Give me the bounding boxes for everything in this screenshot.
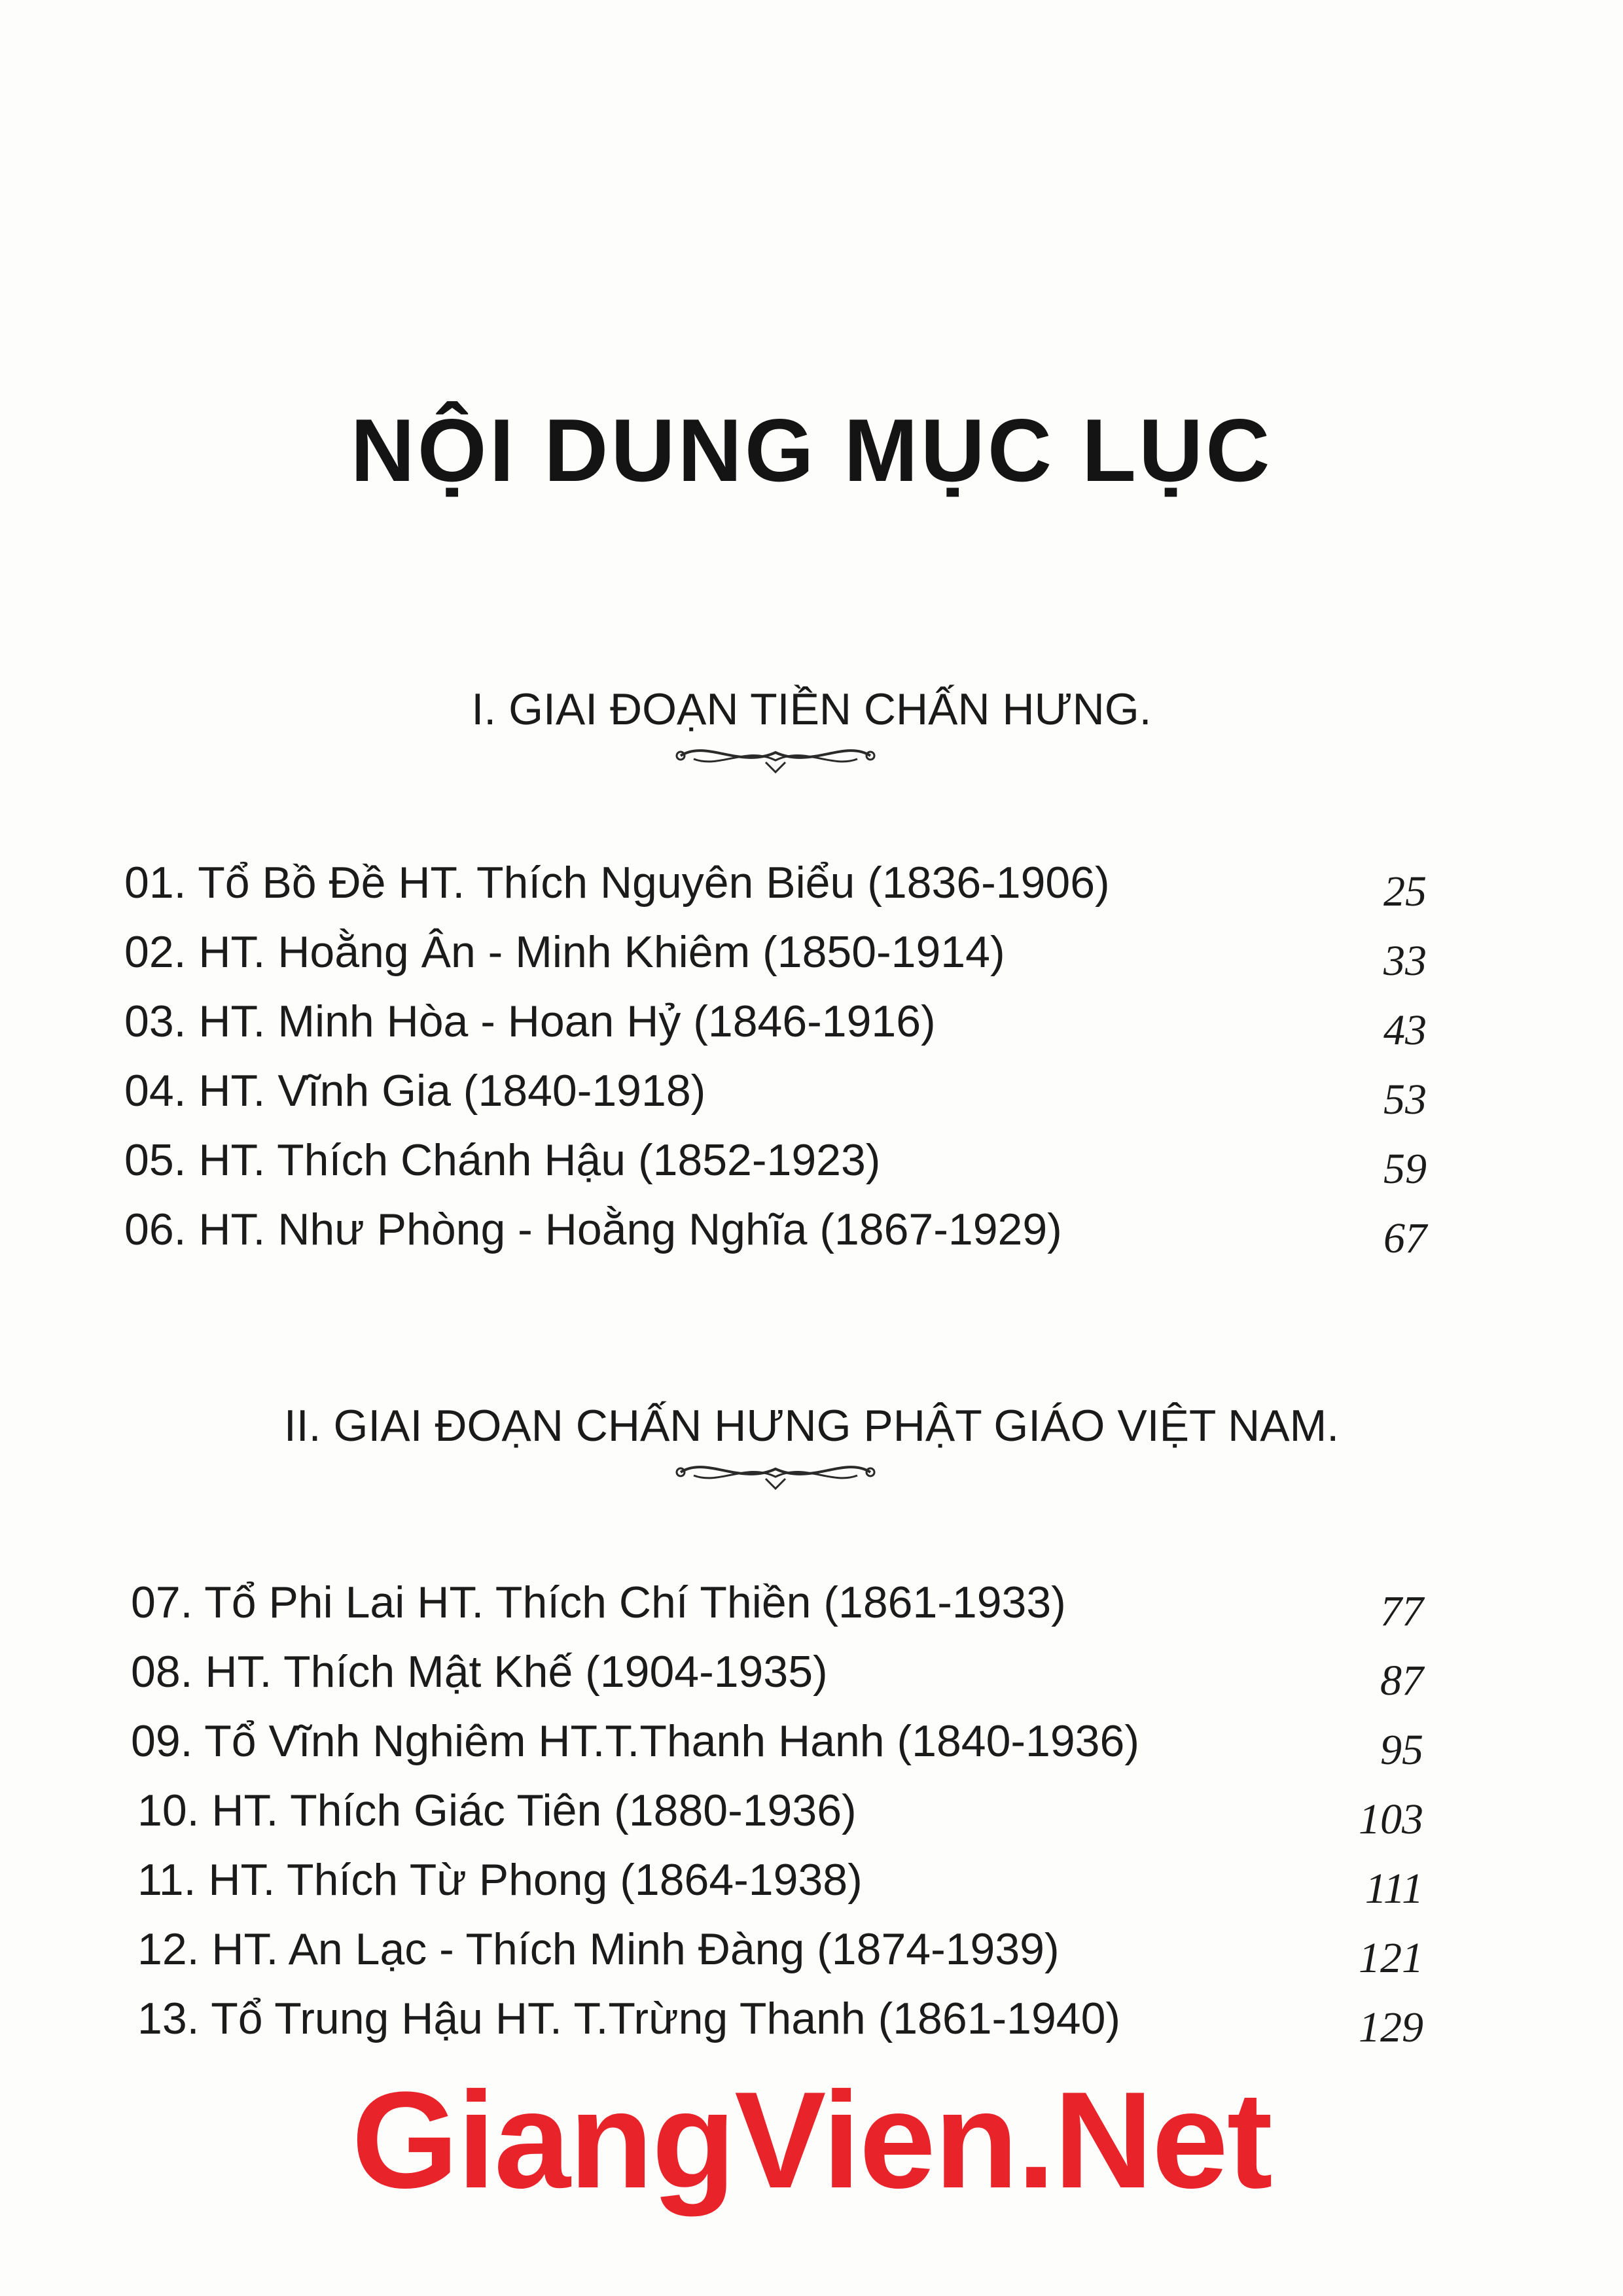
toc-entry-title: 12. HT. An Lạc - Thích Minh Đàng (1874-1939): [137, 1924, 1060, 1974]
toc-entry-title: 01. Tổ Bồ Đề HT. Thích Nguyên Biểu (1836-1906): [124, 858, 1110, 908]
toc-entry[interactable]: [137, 1854, 863, 1920]
toc-entry[interactable]: [124, 996, 936, 1061]
toc-entry[interactable]: [131, 1577, 1066, 1642]
toc-entry-page: 43: [1383, 1006, 1427, 1054]
page-title: NỘI DUNG MỤC LỤC: [350, 400, 1273, 500]
toc-entry-page: 25: [1383, 868, 1427, 915]
toc-entry-page: 103: [1359, 1795, 1423, 1843]
toc-entry-title: 03. HT. Minh Hòa - Hoan Hỷ (1846-1916): [124, 997, 936, 1046]
toc-entry-title: 04. HT. Vĩnh Gia (1840-1918): [124, 1066, 706, 1116]
toc-entry[interactable]: [131, 1646, 828, 1712]
toc-entry-page: 77: [1380, 1587, 1423, 1635]
toc-entry-title: 08. HT. Thích Mật Khế (1904-1935): [131, 1647, 828, 1697]
toc-entry-title: 11. HT. Thích Từ Phong (1864-1938): [137, 1855, 863, 1905]
toc-entry-page: 33: [1383, 937, 1427, 985]
toc-entry[interactable]: [124, 1135, 880, 1200]
toc-entry[interactable]: [124, 1204, 1062, 1269]
toc-entry-page: 129: [1359, 2004, 1423, 2051]
toc-entry[interactable]: [124, 857, 1110, 923]
toc-entry-title: 02. HT. Hoằng Ân - Minh Khiêm (1850-1914): [124, 927, 1005, 977]
toc-entry-title: 06. HT. Như Phòng - Hoằng Nghĩa (1867-1929): [124, 1205, 1062, 1254]
watermark: GiangVien.Net: [351, 2063, 1272, 2217]
toc-entry[interactable]: [131, 1716, 1139, 1781]
section-heading-2: II. GIAI ĐOẠN CHẤN HƯNG PHẬT GIÁO VIỆT NAM.: [283, 1401, 1340, 1451]
toc-entry-page: 53: [1383, 1076, 1427, 1123]
ornament-divider-icon: [668, 733, 883, 779]
toc-entry-page: 121: [1359, 1934, 1423, 1982]
toc-entry[interactable]: [137, 1785, 857, 1850]
toc-entry-page: 59: [1383, 1145, 1427, 1193]
toc-entry-title: 09. Tổ Vĩnh Nghiêm HT.T.Thanh Hanh (1840-1936): [131, 1716, 1139, 1766]
toc-entry-title: 13. Tổ Trung Hậu HT. T.Trừng Thanh (1861-1940): [137, 1994, 1121, 2043]
toc-entry-page: 87: [1380, 1657, 1423, 1704]
toc-entry-title: 05. HT. Thích Chánh Hậu (1852-1923): [124, 1135, 881, 1185]
toc-entry[interactable]: [137, 1993, 1120, 2058]
toc-entry-title: 10. HT. Thích Giác Tiên (1880-1936): [137, 1786, 857, 1835]
toc-entry-page: 67: [1383, 1214, 1427, 1262]
toc-entry[interactable]: [137, 1924, 1060, 1989]
section-heading-1: I. GIAI ĐOẠN TIỀN CHẤN HƯNG.: [471, 684, 1152, 734]
toc-entry-page: 95: [1380, 1726, 1423, 1774]
toc-entry[interactable]: [124, 1065, 705, 1131]
toc-entry-title: 07. Tổ Phi Lai HT. Thích Chí Thiền (1861-1933): [131, 1578, 1066, 1627]
ornament-divider-icon: [668, 1449, 883, 1495]
toc-entry[interactable]: [124, 927, 1005, 992]
toc-entry-page: 111: [1364, 1865, 1423, 1913]
